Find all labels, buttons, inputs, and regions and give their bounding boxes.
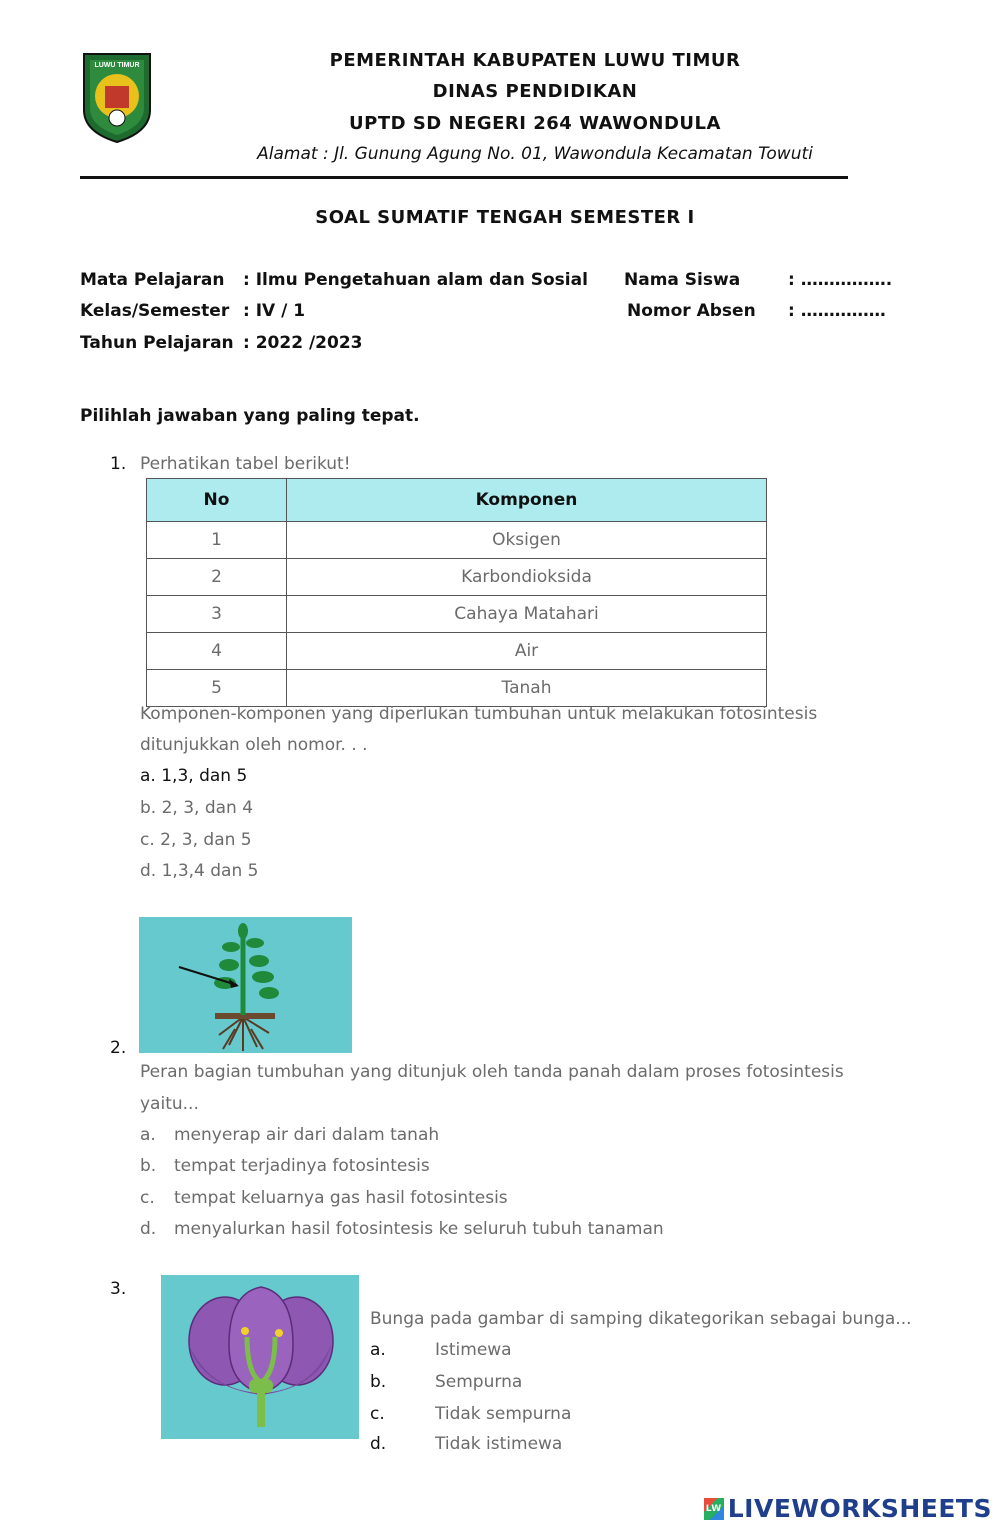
class-value: : IV / 1 [243,301,306,321]
instruction: Pilihlah jawaban yang paling tepat. [80,406,420,426]
header-government: PEMERINTAH KABUPATEN LUWU TIMUR [329,50,741,71]
header-department: DINAS PENDIDIKAN [432,81,638,102]
subject-value: : Ilmu Pengetahuan alam dan Sosial [243,270,588,290]
year-value: : 2022 /2023 [243,333,363,353]
table-cell-no: 2 [147,559,287,596]
q1-option-c[interactable]: c. 2, 3, dan 5 [140,830,252,850]
student-name-label: Nama Siswa [624,270,741,290]
q2-option-a[interactable]: menyerap air dari dalam tanah [174,1125,440,1145]
student-name-field[interactable]: : ……………. [788,270,893,290]
q3-option-a-letter: a. [370,1340,386,1360]
flower-image [161,1275,359,1439]
q1-number: 1. [110,454,127,474]
q2-option-d[interactable]: menyalurkan hasil fotosintesis ke seluruh tubuh tanaman [174,1219,664,1239]
q1-option-b[interactable]: b. 2, 3, dan 4 [140,798,254,818]
q1-prompt: Perhatikan tabel berikut! [140,454,351,474]
table-cell-component: Oksigen [287,522,767,559]
header-address: Alamat : Jl. Gunung Agung No. 01, Wawondula Kecamatan Towuti [257,144,813,164]
q2-option-b[interactable]: tempat terjadinya fotosintesis [174,1156,430,1176]
table-row [147,522,767,559]
q1-question-line1: Komponen-komponen yang diperlukan tumbuhan untuk melakukan fotosintesis [140,704,818,724]
header-divider [80,176,848,179]
q2-option-c[interactable]: tempat keluarnya gas hasil fotosintesis [174,1188,508,1208]
q2-option-b-letter: b. [140,1156,157,1176]
absence-number-field[interactable]: : …………… [788,301,886,321]
table-header-no: No [147,479,287,522]
liveworksheets-watermark [704,1494,992,1523]
absence-number-label: Nomor Absen [627,301,756,321]
header-school: UPTD SD NEGERI 264 WAWONDULA [349,113,721,134]
table-cell-no: 3 [147,596,287,633]
table-cell-component: Tanah [287,670,767,707]
year-label: Tahun Pelajaran [80,333,234,353]
plant-stem-image [139,917,352,1053]
q3-option-c[interactable]: Tidak sempurna [435,1404,572,1424]
q3-option-d-letter: d. [370,1434,387,1454]
table-row [147,670,767,707]
table-row [147,633,767,670]
regency-logo [80,48,154,144]
q2-question-line1: Peran bagian tumbuhan yang ditunjuk oleh tanda panah dalam proses fotosintesis [140,1062,844,1082]
q2-number: 2. [110,1038,127,1058]
q1-option-a[interactable]: a. 1,3, dan 5 [140,766,248,786]
q3-option-d[interactable]: Tidak istimewa [435,1434,563,1454]
q1-question-line2: ditunjukkan oleh nomor. . . [140,735,368,755]
subject-label: Mata Pelajaran [80,270,225,290]
q2-option-c-letter: c. [140,1188,155,1208]
q3-question: Bunga pada gambar di samping dikategorikan sebagai bunga... [370,1309,912,1329]
liveworksheets-logo-icon: LW [704,1498,724,1520]
q2-option-d-letter: d. [140,1219,157,1239]
q1-option-d[interactable]: d. 1,3,4 dan 5 [140,861,259,881]
table-cell-no: 4 [147,633,287,670]
table-cell-component: Air [287,633,767,670]
table-cell-component: Karbondioksida [287,559,767,596]
q3-option-c-letter: c. [370,1404,385,1424]
q3-option-b[interactable]: Sempurna [435,1372,523,1392]
class-label: Kelas/Semester [80,301,230,321]
q3-number: 3. [110,1279,127,1299]
watermark-text: LIVEWORKSHEETS [727,1494,992,1523]
table-cell-no: 5 [147,670,287,707]
table-row [147,596,767,633]
table-header-component: Komponen [287,479,767,522]
logo-text: LUWU TIMUR [94,62,140,69]
q3-option-b-letter: b. [370,1372,387,1392]
table-cell-no: 1 [147,522,287,559]
q3-option-a[interactable]: Istimewa [435,1340,512,1360]
q2-option-a-letter: a. [140,1125,156,1145]
q2-question-line2: yaitu... [140,1094,199,1114]
components-table [146,478,767,707]
page-title: SOAL SUMATIF TENGAH SEMESTER I [315,207,695,228]
table-header-row [147,479,767,522]
table-cell-component: Cahaya Matahari [287,596,767,633]
table-row [147,559,767,596]
